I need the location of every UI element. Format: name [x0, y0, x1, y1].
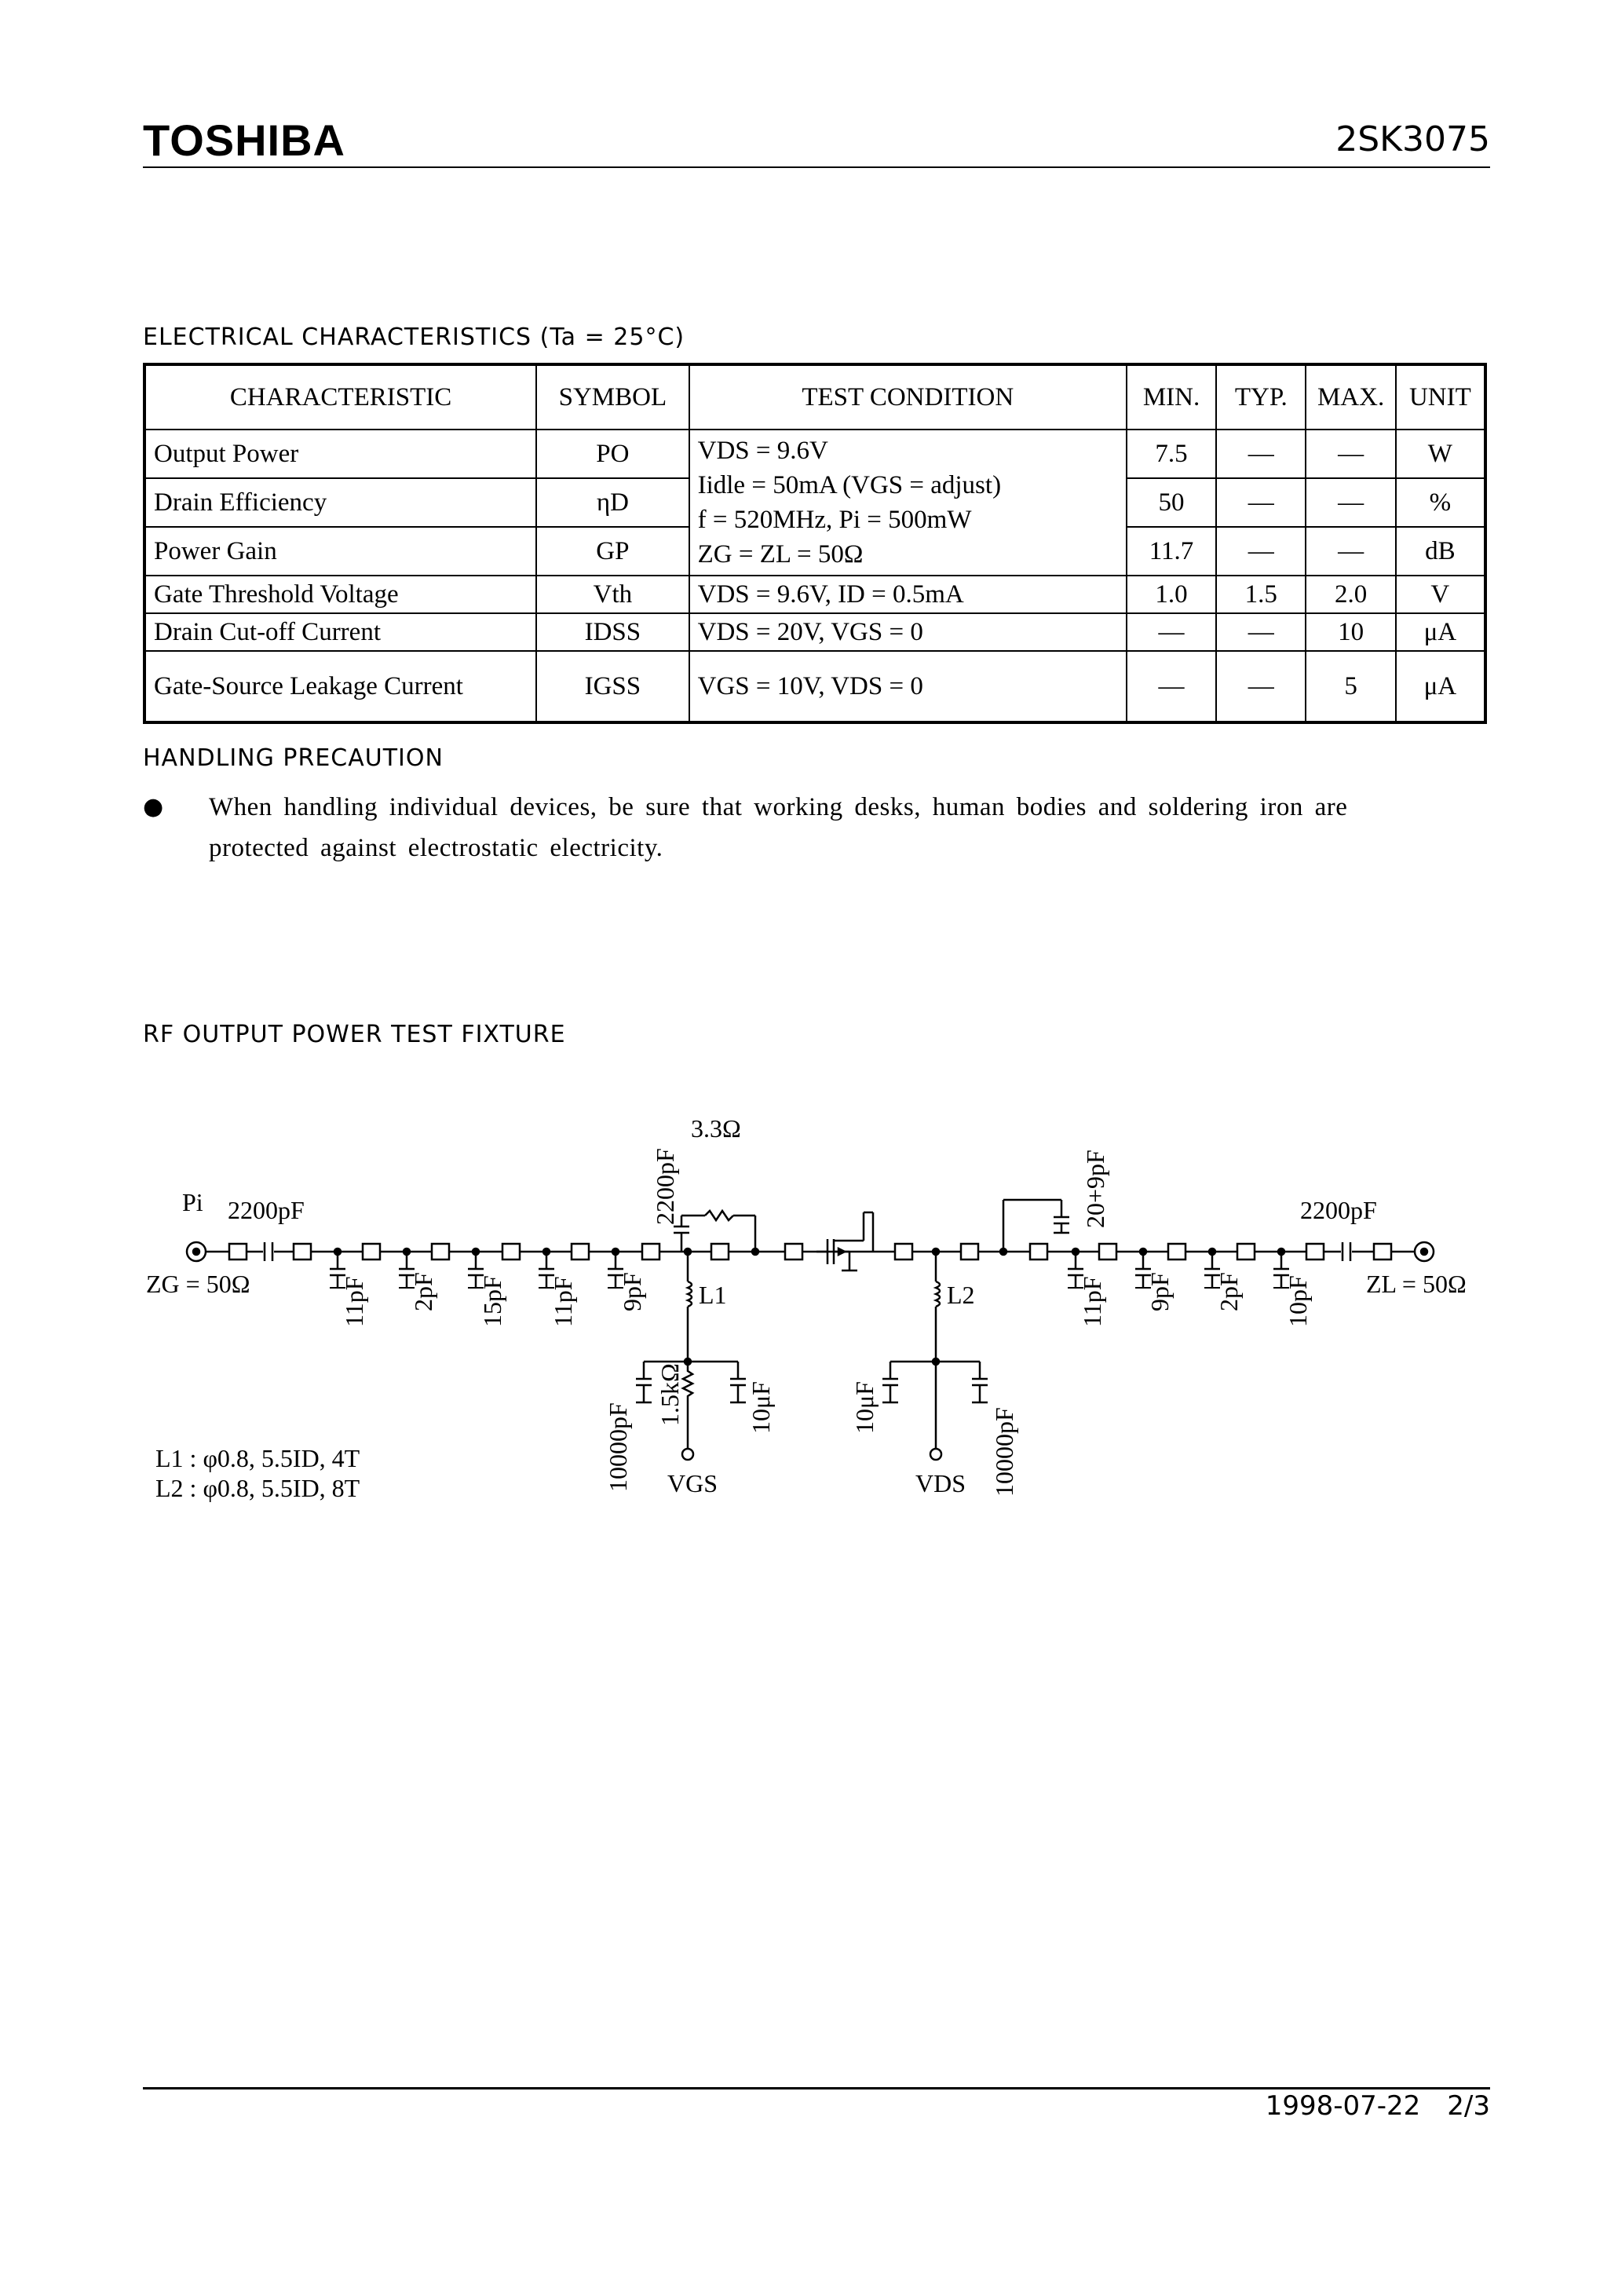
cell-unit: V: [1396, 576, 1485, 613]
vgs-label: VGS: [667, 1469, 718, 1497]
cell-unit: %: [1396, 478, 1485, 527]
shunt-cap-label: 9pF: [1145, 1272, 1174, 1311]
cell-min: 7.5: [1127, 430, 1216, 478]
cell-characteristic: Gate Threshold Voltage: [144, 576, 536, 613]
cell-condition: VDS = 20V, VGS = 0: [689, 613, 1127, 651]
electrical-table: [143, 363, 1487, 724]
shunt-cap-label: 11pF: [340, 1276, 368, 1327]
cell-characteristic: Power Gain: [144, 527, 536, 576]
cell-max: —: [1306, 527, 1395, 576]
condition-line: VDS = 9.6V: [697, 437, 828, 465]
mosfet-icon: [816, 1212, 873, 1270]
shunt-cap-label: 15pF: [478, 1275, 506, 1327]
cell-unit: μA: [1396, 651, 1485, 722]
condition-line: f = 520MHz, Pi = 500mW: [697, 506, 972, 534]
trim-cap-label: 20+9pF: [1081, 1150, 1109, 1228]
cell-typ: —: [1216, 527, 1306, 576]
cell-typ: —: [1216, 430, 1306, 478]
cell-symbol: Vth: [536, 576, 689, 613]
cell-condition: VDS = 9.6V, ID = 0.5mA: [689, 576, 1127, 613]
table-row: [144, 613, 1485, 651]
cell-symbol: ηD: [536, 478, 689, 527]
col-unit: UNIT: [1396, 364, 1485, 430]
l2-label: L2: [947, 1281, 975, 1309]
condition-line: Iidle = 50mA (VGS = adjust): [697, 471, 1002, 499]
cell-max: —: [1306, 430, 1395, 478]
input-connector-center: [193, 1249, 199, 1255]
pi-label: Pi: [182, 1188, 203, 1216]
gate-cap-label: 10μF: [747, 1381, 775, 1434]
col-typ: TYP.: [1216, 364, 1306, 430]
footer-rule: [143, 2087, 1490, 2089]
cell-max: —: [1306, 478, 1395, 527]
cell-symbol: PO: [536, 430, 689, 478]
handling-title: HANDLING PRECAUTION: [143, 744, 444, 772]
vds-label: VDS: [915, 1469, 966, 1497]
cell-characteristic: Drain Cut-off Current: [144, 613, 536, 651]
shunt-cap-label: 11pF: [549, 1276, 577, 1327]
zl-label: ZL = 50Ω: [1366, 1270, 1467, 1298]
cell-symbol: IDSS: [536, 613, 689, 651]
cell-typ: —: [1216, 478, 1306, 527]
cell-unit: W: [1396, 430, 1485, 478]
bias-res-label: 3.3Ω: [691, 1114, 741, 1143]
gate-res-label: 1.5kΩ: [656, 1363, 684, 1426]
table-row: [144, 651, 1485, 722]
fixture-title: RF OUTPUT POWER TEST FIXTURE: [143, 1021, 566, 1048]
cell-characteristic: Output Power: [144, 430, 536, 478]
footer: [1266, 2090, 1490, 2122]
drain-cap-label: 10000pF: [990, 1407, 1018, 1497]
col-min: MIN.: [1127, 364, 1216, 430]
table-header-row: [144, 364, 1485, 430]
shunt-cap-label: 11pF: [1078, 1276, 1106, 1327]
electrical-title: ELECTRICAL CHARACTERISTICS (Ta = 25°C): [143, 324, 685, 351]
shunt-cap-label: 2pF: [1215, 1272, 1243, 1311]
condition-line: ZG = ZL = 50Ω: [697, 540, 864, 569]
bias-cap-label: 2200pF: [651, 1148, 679, 1225]
rf-test-fixture-schematic: [0, 1068, 1622, 1523]
part-number: 2SK3075: [1335, 119, 1490, 159]
cell-max: 10: [1306, 613, 1395, 651]
cell-condition: VGS = 10V, VDS = 0: [689, 651, 1127, 722]
cell-min: —: [1127, 651, 1216, 722]
footer-date: 1998-07-22: [1265, 2090, 1421, 2122]
table-row: [144, 430, 1485, 478]
zg-label: ZG = 50Ω: [146, 1270, 250, 1298]
l1-label: L1: [699, 1281, 727, 1309]
output-connector-center: [1421, 1249, 1427, 1255]
cell-max: 2.0: [1306, 576, 1395, 613]
cell-min: 50: [1127, 478, 1216, 527]
cell-min: —: [1127, 613, 1216, 651]
cell-characteristic: Drain Efficiency: [144, 478, 536, 527]
cell-max: 5: [1306, 651, 1395, 722]
shunt-cap-label: 10pF: [1284, 1275, 1312, 1327]
cell-shared-condition: [689, 430, 1127, 576]
drain-cap-label: 10μF: [850, 1381, 879, 1434]
footer-page: 2/3: [1447, 2090, 1490, 2122]
l1-coil-icon: [636, 1252, 746, 1460]
cell-typ: —: [1216, 613, 1306, 651]
gate-cap-label: 10000pF: [604, 1402, 632, 1492]
cell-symbol: GP: [536, 527, 689, 576]
cell-characteristic: Gate-Source Leakage Current: [144, 651, 536, 722]
cell-min: 1.0: [1127, 576, 1216, 613]
shunt-cap-label: 2pF: [409, 1272, 437, 1311]
col-test-condition: TEST CONDITION: [689, 364, 1127, 430]
cell-symbol: IGSS: [536, 651, 689, 722]
header-rule: [143, 166, 1490, 168]
cell-unit: μA: [1396, 613, 1485, 651]
coil-note: L1 : φ0.8, 5.5ID, 4T: [155, 1444, 360, 1472]
cell-min: 11.7: [1127, 527, 1216, 576]
cell-typ: 1.5: [1216, 576, 1306, 613]
handling-bullet: [143, 787, 1446, 868]
table-row: [144, 576, 1485, 613]
shunt-cap-label: 9pF: [618, 1272, 646, 1311]
coil-note: L2 : φ0.8, 5.5ID, 8T: [155, 1474, 360, 1502]
bullet-icon: ●: [143, 793, 164, 821]
cell-unit: dB: [1396, 527, 1485, 576]
col-symbol: SYMBOL: [536, 364, 689, 430]
input-cap-label: 2200pF: [228, 1196, 305, 1224]
cell-typ: —: [1216, 651, 1306, 722]
output-cap-label: 2200pF: [1300, 1196, 1377, 1224]
company-logo: TOSHIBA: [143, 115, 345, 165]
col-max: MAX.: [1306, 364, 1395, 430]
col-characteristic: CHARACTERISTIC: [144, 364, 536, 430]
handling-text: When handling individual devices, be sure that working desks, human bodies and soldering iron are protected against electrostatic electricity.: [209, 793, 1348, 862]
